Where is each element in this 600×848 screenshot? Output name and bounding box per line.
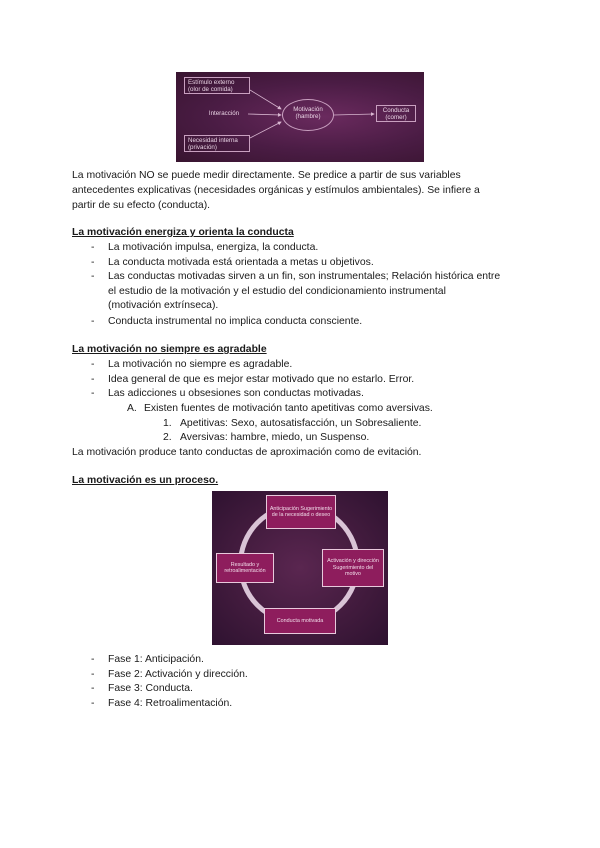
cycle-box-conduct: Conducta motivada <box>264 608 336 634</box>
bullet: - <box>91 271 95 282</box>
sub-1-label: 1. <box>163 418 172 429</box>
bullet: - <box>91 654 95 665</box>
bullet: - <box>91 698 95 709</box>
section1-heading: La motivación energiza y orienta la conducta <box>72 227 294 238</box>
stimulus-line2: (olor de comida) <box>188 86 233 93</box>
intro-line-1: La motivación NO se puede medir directamente. Se predice a partir de sus variables <box>72 170 461 181</box>
phase-item-1: Fase 1: Anticipación. <box>108 654 204 665</box>
section1-item-2: La conducta motivada está orientada a metas u objetivos. <box>108 257 374 268</box>
bullet: - <box>91 683 95 694</box>
bullet: - <box>91 359 95 370</box>
section2-heading: La motivación no siempre es agradable <box>72 344 267 355</box>
arrow-conduct <box>334 114 374 115</box>
conduct-line1: Conducta <box>382 107 410 114</box>
section2-closing: La motivación produce tanto conductas de aproximación como de evitación. <box>72 447 422 458</box>
bullet: - <box>91 257 95 268</box>
need-line2: (privación) <box>188 144 217 151</box>
arrow-stimulus <box>250 90 281 109</box>
bullet: - <box>91 669 95 680</box>
bullet: - <box>91 388 95 399</box>
motivation-diagram <box>176 72 424 162</box>
motivation-line2: (hambre) <box>295 113 321 120</box>
sub-a-label: A. <box>127 403 137 414</box>
section2-item-1: La motivación no siempre es agradable. <box>108 359 293 370</box>
stimulus-line1: Estímulo externo <box>188 79 235 86</box>
section1-item-3: Las conductas motivadas sirven a un fin, son instrumentales; Relación histórica entre <box>108 271 501 282</box>
sub-a-text: Existen fuentes de motivación tanto apetitivas como aversivas. <box>144 403 433 414</box>
section2-item-2: Idea general de que es mejor estar motivado que no estarlo. Error. <box>108 374 415 385</box>
need-line1: Necesidad interna <box>188 137 238 144</box>
sub-2-label: 2. <box>163 432 172 443</box>
section1-item-3-cont: el estudio de la motivación y el estudio del condicionamiento instrumental <box>108 286 446 297</box>
bullet: - <box>91 316 95 327</box>
intro-line-3: partir de su efecto (conducta). <box>72 200 211 211</box>
bullet: - <box>91 242 95 253</box>
section2-item-3: Las adicciones u obsesiones son conductas motivadas. <box>108 388 364 399</box>
arrow-need <box>250 122 281 138</box>
section1-item-3-cont2: (motivación extrínseca). <box>108 300 219 311</box>
sub-1-text: Apetitivas: Sexo, autosatisfacción, un Sobresaliente. <box>180 418 422 429</box>
interaction-label: Interacción <box>208 110 240 117</box>
phase-item-4: Fase 4: Retroalimentación. <box>108 698 233 709</box>
section1-item-1: La motivación impulsa, energiza, la conducta. <box>108 242 319 253</box>
arrow-interaction <box>248 114 281 115</box>
diagram-arrows <box>176 72 424 162</box>
section1-item-4: Conducta instrumental no implica conducta consciente. <box>108 316 363 327</box>
conduct-line2: (comer) <box>385 114 407 121</box>
process-cycle-diagram <box>212 491 388 645</box>
phase-item-3: Fase 3: Conducta. <box>108 683 193 694</box>
cycle-box-activation: Activación y dirección Sugerimiento del motivo <box>322 549 384 587</box>
sub-2-text: Aversivas: hambre, miedo, un Suspenso. <box>180 432 370 443</box>
motivation-line1: Motivación <box>293 106 323 113</box>
cycle-box-feedback: Resultado y retroalimentación <box>216 553 274 583</box>
intro-line-2: antecedentes explicativas (necesidades orgánicas y estímulos ambientales). Se infiere a <box>72 185 480 196</box>
cycle-box-anticipation: Anticipación Sugerimiento de la necesidad o deseo <box>266 495 336 529</box>
section3-heading: La motivación es un proceso. <box>72 475 219 486</box>
bullet: - <box>91 374 95 385</box>
phase-item-2: Fase 2: Activación y dirección. <box>108 669 248 680</box>
